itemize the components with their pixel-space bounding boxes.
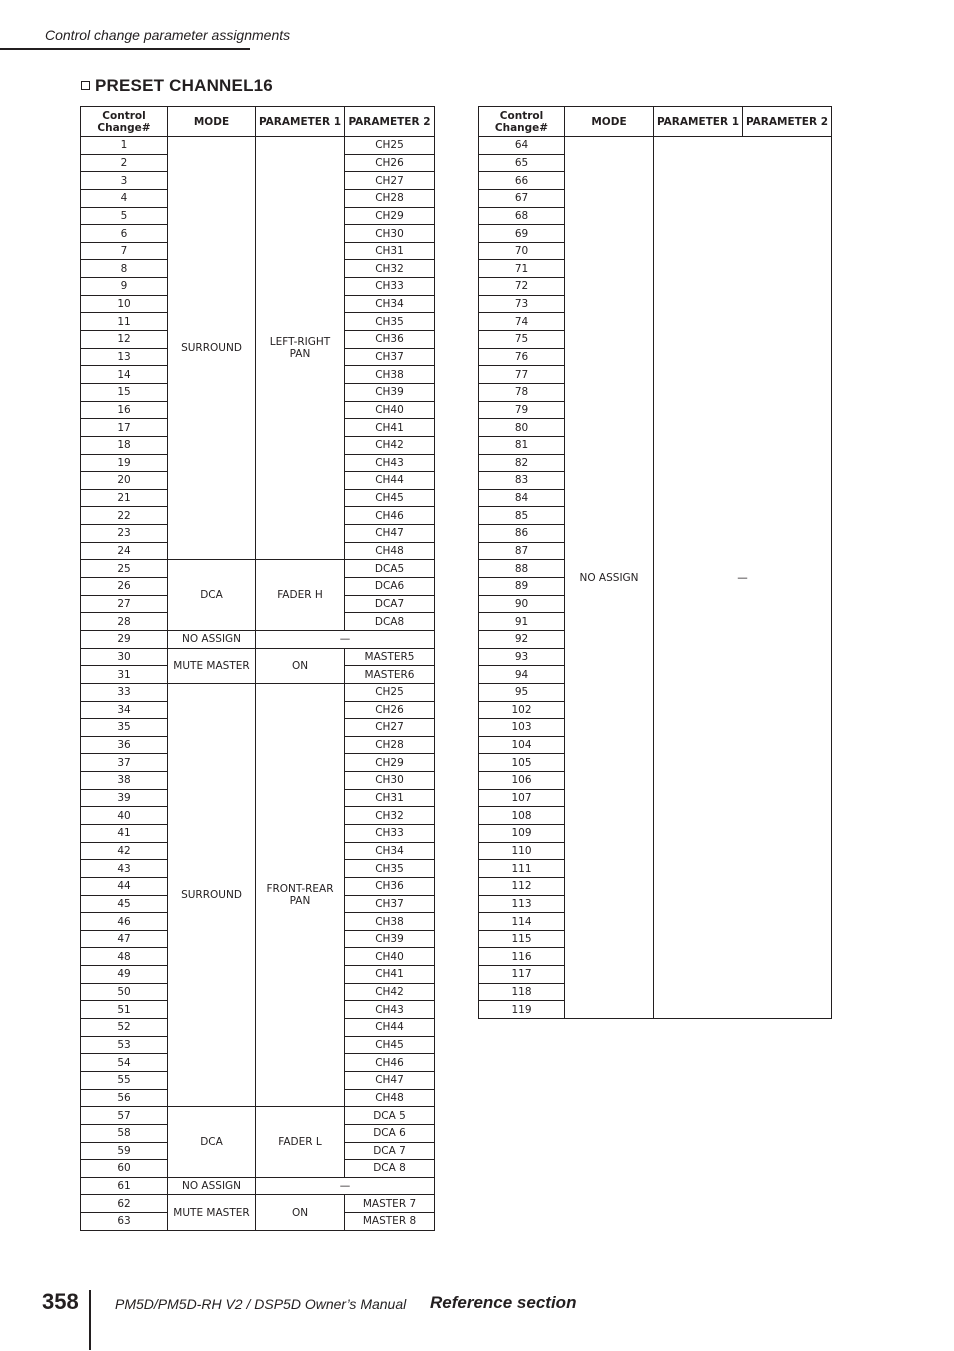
parameter-2-cell: CH29: [345, 207, 435, 225]
control-change-number: 88: [479, 560, 565, 578]
column-header-cc-line1: Control: [102, 109, 146, 122]
control-change-number: 76: [479, 348, 565, 366]
checkbox-bullet-icon: [81, 81, 90, 90]
control-change-number: 36: [81, 736, 168, 754]
parameter-1-line: LEFT-RIGHT: [269, 336, 331, 349]
control-change-number: 85: [479, 507, 565, 525]
control-change-number: 14: [81, 366, 168, 384]
control-change-number: 11: [81, 313, 168, 331]
parameter-2-cell: DCA5: [345, 560, 435, 578]
control-change-number: 33: [81, 683, 168, 701]
control-change-number: 21: [81, 489, 168, 507]
control-change-number: 94: [479, 666, 565, 684]
control-change-number: 9: [81, 278, 168, 296]
parameter-merged-cell: —: [256, 630, 435, 648]
parameter-2-cell: CH25: [345, 137, 435, 155]
control-change-number: 17: [81, 419, 168, 437]
control-change-number: 66: [479, 172, 565, 190]
control-change-number: 68: [479, 207, 565, 225]
control-change-number: 106: [479, 772, 565, 790]
parameter-2-cell: CH37: [345, 895, 435, 913]
parameter-1-line: FADER H: [277, 589, 323, 602]
parameter-merged-cell: —: [654, 137, 832, 1019]
control-change-number: 60: [81, 1160, 168, 1178]
control-change-number: 115: [479, 930, 565, 948]
control-change-number: 42: [81, 842, 168, 860]
manual-title: PM5D/PM5D-RH V2 / DSP5D Owner’s Manual: [115, 1296, 407, 1312]
mode-cell: NO ASSIGN: [168, 630, 256, 648]
control-change-number: 10: [81, 295, 168, 313]
parameter-2-cell: CH36: [345, 331, 435, 349]
control-change-number: 111: [479, 860, 565, 878]
control-change-number: 46: [81, 913, 168, 931]
control-change-number: 58: [81, 1124, 168, 1142]
control-change-number: 108: [479, 807, 565, 825]
parameter-2-cell: CH41: [345, 419, 435, 437]
page-number: 358: [42, 1289, 79, 1314]
parameter-2-cell: CH48: [345, 542, 435, 560]
table-header-row: [81, 107, 435, 137]
parameter-2-cell: DCA 7: [345, 1142, 435, 1160]
parameter-2-cell: CH37: [345, 348, 435, 366]
parameter-2-cell: CH40: [345, 401, 435, 419]
parameter-2-cell: CH33: [345, 824, 435, 842]
column-header-cc-line2: Change#: [97, 121, 151, 134]
control-change-number: 18: [81, 436, 168, 454]
parameter-2-cell: CH27: [345, 719, 435, 737]
control-change-number: 1: [81, 137, 168, 155]
parameter-1-cell: [256, 683, 345, 1106]
parameter-2-cell: CH41: [345, 966, 435, 984]
parameter-1-line: PAN: [289, 348, 311, 361]
control-change-number: 74: [479, 313, 565, 331]
control-change-number: 34: [81, 701, 168, 719]
control-change-number: 45: [81, 895, 168, 913]
control-change-number: 16: [81, 401, 168, 419]
control-change-number: 40: [81, 807, 168, 825]
parameter-2-cell: MASTER 7: [345, 1195, 435, 1213]
parameter-2-cell: CH48: [345, 1089, 435, 1107]
parameter-2-cell: CH46: [345, 507, 435, 525]
parameter-2-cell: DCA8: [345, 613, 435, 631]
control-change-number: 5: [81, 207, 168, 225]
parameter-2-cell: CH45: [345, 1036, 435, 1054]
parameter-1-line: FADER L: [278, 1136, 322, 1149]
control-change-number: 73: [479, 295, 565, 313]
column-header-parameter-1: PARAMETER 1: [256, 107, 345, 137]
parameter-2-cell: CH34: [345, 842, 435, 860]
control-change-number: 116: [479, 948, 565, 966]
parameter-1-cell: [256, 560, 345, 631]
table-row: [81, 1195, 435, 1213]
control-change-number: 27: [81, 595, 168, 613]
parameter-2-cell: CH28: [345, 189, 435, 207]
column-header-cc-line2: Change#: [494, 121, 549, 134]
parameter-2-cell: CH31: [345, 789, 435, 807]
control-change-number: 15: [81, 383, 168, 401]
parameter-2-cell: CH26: [345, 154, 435, 172]
control-change-number: 91: [479, 613, 565, 631]
control-change-number: 112: [479, 877, 565, 895]
control-change-number: 102: [479, 701, 565, 719]
parameter-2-cell: CH38: [345, 366, 435, 384]
control-change-number: 37: [81, 754, 168, 772]
parameter-2-cell: CH26: [345, 701, 435, 719]
control-change-number: 109: [479, 824, 565, 842]
mode-cell: DCA: [168, 1107, 256, 1178]
mode-cell: SURROUND: [168, 683, 256, 1106]
control-change-number: 20: [81, 472, 168, 490]
control-change-number: 107: [479, 789, 565, 807]
parameter-2-cell: CH44: [345, 472, 435, 490]
control-change-number: 48: [81, 948, 168, 966]
control-change-number: 86: [479, 525, 565, 543]
parameter-2-cell: DCA 5: [345, 1107, 435, 1125]
control-change-number: 89: [479, 578, 565, 596]
table-row: [81, 648, 435, 666]
control-change-number: 19: [81, 454, 168, 472]
control-change-number: 2: [81, 154, 168, 172]
control-change-number: 105: [479, 754, 565, 772]
mode-cell: NO ASSIGN: [168, 1177, 256, 1195]
control-change-number: 35: [81, 719, 168, 737]
mode-cell: MUTE MASTER: [168, 648, 256, 683]
table-body: [479, 137, 832, 1019]
control-change-number: 30: [81, 648, 168, 666]
parameter-2-cell: CH44: [345, 1019, 435, 1037]
control-change-number: 55: [81, 1071, 168, 1089]
parameter-2-cell: CH31: [345, 242, 435, 260]
control-change-number: 8: [81, 260, 168, 278]
control-change-number: 57: [81, 1107, 168, 1125]
running-header: Control change parameter assignments: [45, 27, 291, 43]
control-change-number: 39: [81, 789, 168, 807]
control-change-number: 63: [81, 1213, 168, 1231]
control-change-number: 43: [81, 860, 168, 878]
parameter-1-cell: [256, 137, 345, 560]
control-change-number: 93: [479, 648, 565, 666]
parameter-2-cell: CH42: [345, 436, 435, 454]
control-change-number: 6: [81, 225, 168, 243]
parameter-2-cell: DCA7: [345, 595, 435, 613]
parameter-1-line: FRONT-REAR: [266, 883, 334, 896]
control-change-number: 103: [479, 719, 565, 737]
mode-cell: NO ASSIGN: [565, 137, 654, 1019]
column-header-parameter-2: PARAMETER 2: [743, 107, 832, 137]
control-change-number: 110: [479, 842, 565, 860]
control-change-number: 50: [81, 983, 168, 1001]
parameter-2-cell: CH36: [345, 877, 435, 895]
column-header-cc-line1: Control: [499, 109, 544, 122]
control-change-number: 92: [479, 630, 565, 648]
control-change-number: 51: [81, 1001, 168, 1019]
control-change-number: 31: [81, 666, 168, 684]
parameter-2-cell: CH46: [345, 1054, 435, 1072]
control-change-number: 104: [479, 736, 565, 754]
control-change-number: 24: [81, 542, 168, 560]
cc-table-left: [80, 106, 435, 1231]
parameter-2-cell: DCA 8: [345, 1160, 435, 1178]
control-change-number: 70: [479, 242, 565, 260]
table-row: [81, 1177, 435, 1195]
parameter-2-cell: CH32: [345, 807, 435, 825]
control-change-number: 114: [479, 913, 565, 931]
control-change-number: 118: [479, 983, 565, 1001]
control-change-number: 61: [81, 1177, 168, 1195]
control-change-number: 4: [81, 189, 168, 207]
control-change-number: 25: [81, 560, 168, 578]
control-change-number: 84: [479, 489, 565, 507]
control-change-number: 77: [479, 366, 565, 384]
control-change-number: 13: [81, 348, 168, 366]
parameter-1-line: ON: [291, 659, 309, 672]
column-header-control-change: [81, 107, 168, 137]
table-row: [81, 630, 435, 648]
control-change-number: 64: [479, 137, 565, 155]
control-change-number: 75: [479, 331, 565, 349]
parameter-2-cell: CH30: [345, 772, 435, 790]
control-change-number: 78: [479, 383, 565, 401]
column-header-control-change: [479, 107, 565, 137]
table-header-row: [479, 107, 832, 137]
cc-table-right: [478, 106, 832, 1019]
parameter-2-cell: CH42: [345, 983, 435, 1001]
parameter-2-cell: CH45: [345, 489, 435, 507]
parameter-2-cell: CH40: [345, 948, 435, 966]
mode-cell: DCA: [168, 560, 256, 631]
control-change-number: 53: [81, 1036, 168, 1054]
control-change-number: 56: [81, 1089, 168, 1107]
parameter-2-cell: CH29: [345, 754, 435, 772]
control-change-number: 113: [479, 895, 565, 913]
parameter-2-cell: CH39: [345, 930, 435, 948]
column-header-parameter-1: PARAMETER 1: [654, 107, 743, 137]
control-change-number: 82: [479, 454, 565, 472]
mode-cell: MUTE MASTER: [168, 1195, 256, 1230]
control-change-number: 3: [81, 172, 168, 190]
parameter-2-cell: CH33: [345, 278, 435, 296]
column-header-mode: MODE: [565, 107, 654, 137]
control-change-number: 69: [479, 225, 565, 243]
table-row: [81, 1107, 435, 1125]
parameter-2-cell: DCA6: [345, 578, 435, 596]
footer-rule: [89, 1290, 91, 1350]
control-change-number: 23: [81, 525, 168, 543]
parameter-2-cell: CH30: [345, 225, 435, 243]
parameter-2-cell: CH35: [345, 860, 435, 878]
parameter-2-cell: CH39: [345, 383, 435, 401]
parameter-2-cell: MASTER5: [345, 648, 435, 666]
section-title-text: PRESET CHANNEL16: [95, 76, 273, 95]
parameter-2-cell: CH34: [345, 295, 435, 313]
control-change-number: 83: [479, 472, 565, 490]
control-change-number: 80: [479, 419, 565, 437]
control-change-number: 49: [81, 966, 168, 984]
parameter-2-cell: CH35: [345, 313, 435, 331]
parameter-1-line: ON: [291, 1206, 309, 1219]
column-header-mode: MODE: [168, 107, 256, 137]
control-change-number: 47: [81, 930, 168, 948]
control-change-number: 54: [81, 1054, 168, 1072]
control-change-number: 52: [81, 1019, 168, 1037]
control-change-number: 81: [479, 436, 565, 454]
parameter-2-cell: CH28: [345, 736, 435, 754]
control-change-number: 95: [479, 683, 565, 701]
table-row: [81, 137, 435, 155]
parameter-2-cell: CH43: [345, 454, 435, 472]
section-title: [81, 76, 273, 96]
control-change-number: 44: [81, 877, 168, 895]
parameter-2-cell: CH43: [345, 1001, 435, 1019]
parameter-1-cell: [256, 648, 345, 683]
parameter-2-cell: DCA 6: [345, 1124, 435, 1142]
parameter-1-line: PAN: [289, 895, 311, 908]
parameter-2-cell: CH25: [345, 683, 435, 701]
table-row: [81, 683, 435, 701]
table-row: [479, 137, 832, 155]
control-change-number: 7: [81, 242, 168, 260]
control-change-number: 71: [479, 260, 565, 278]
control-change-number: 41: [81, 824, 168, 842]
column-header-parameter-2: PARAMETER 2: [345, 107, 435, 137]
control-change-number: 26: [81, 578, 168, 596]
parameter-merged-cell: —: [256, 1177, 435, 1195]
control-change-number: 67: [479, 189, 565, 207]
control-change-number: 79: [479, 401, 565, 419]
parameter-1-cell: [256, 1195, 345, 1230]
control-change-number: 38: [81, 772, 168, 790]
control-change-number: 12: [81, 331, 168, 349]
parameter-2-cell: CH38: [345, 913, 435, 931]
header-rule: [0, 48, 250, 50]
control-change-number: 22: [81, 507, 168, 525]
section-name: Reference section: [430, 1293, 577, 1312]
parameter-2-cell: CH27: [345, 172, 435, 190]
control-change-number: 87: [479, 542, 565, 560]
control-change-number: 117: [479, 966, 565, 984]
control-change-number: 65: [479, 154, 565, 172]
parameter-2-cell: CH32: [345, 260, 435, 278]
control-change-number: 59: [81, 1142, 168, 1160]
parameter-2-cell: CH47: [345, 525, 435, 543]
table-row: [81, 560, 435, 578]
mode-cell: SURROUND: [168, 137, 256, 560]
table-body: [81, 137, 435, 1231]
parameter-2-cell: CH47: [345, 1071, 435, 1089]
control-change-number: 119: [479, 1001, 565, 1019]
control-change-number: 28: [81, 613, 168, 631]
parameter-2-cell: MASTER 8: [345, 1213, 435, 1231]
control-change-number: 72: [479, 278, 565, 296]
parameter-1-cell: [256, 1107, 345, 1178]
parameter-2-cell: MASTER6: [345, 666, 435, 684]
control-change-number: 62: [81, 1195, 168, 1213]
control-change-number: 90: [479, 595, 565, 613]
control-change-number: 29: [81, 630, 168, 648]
